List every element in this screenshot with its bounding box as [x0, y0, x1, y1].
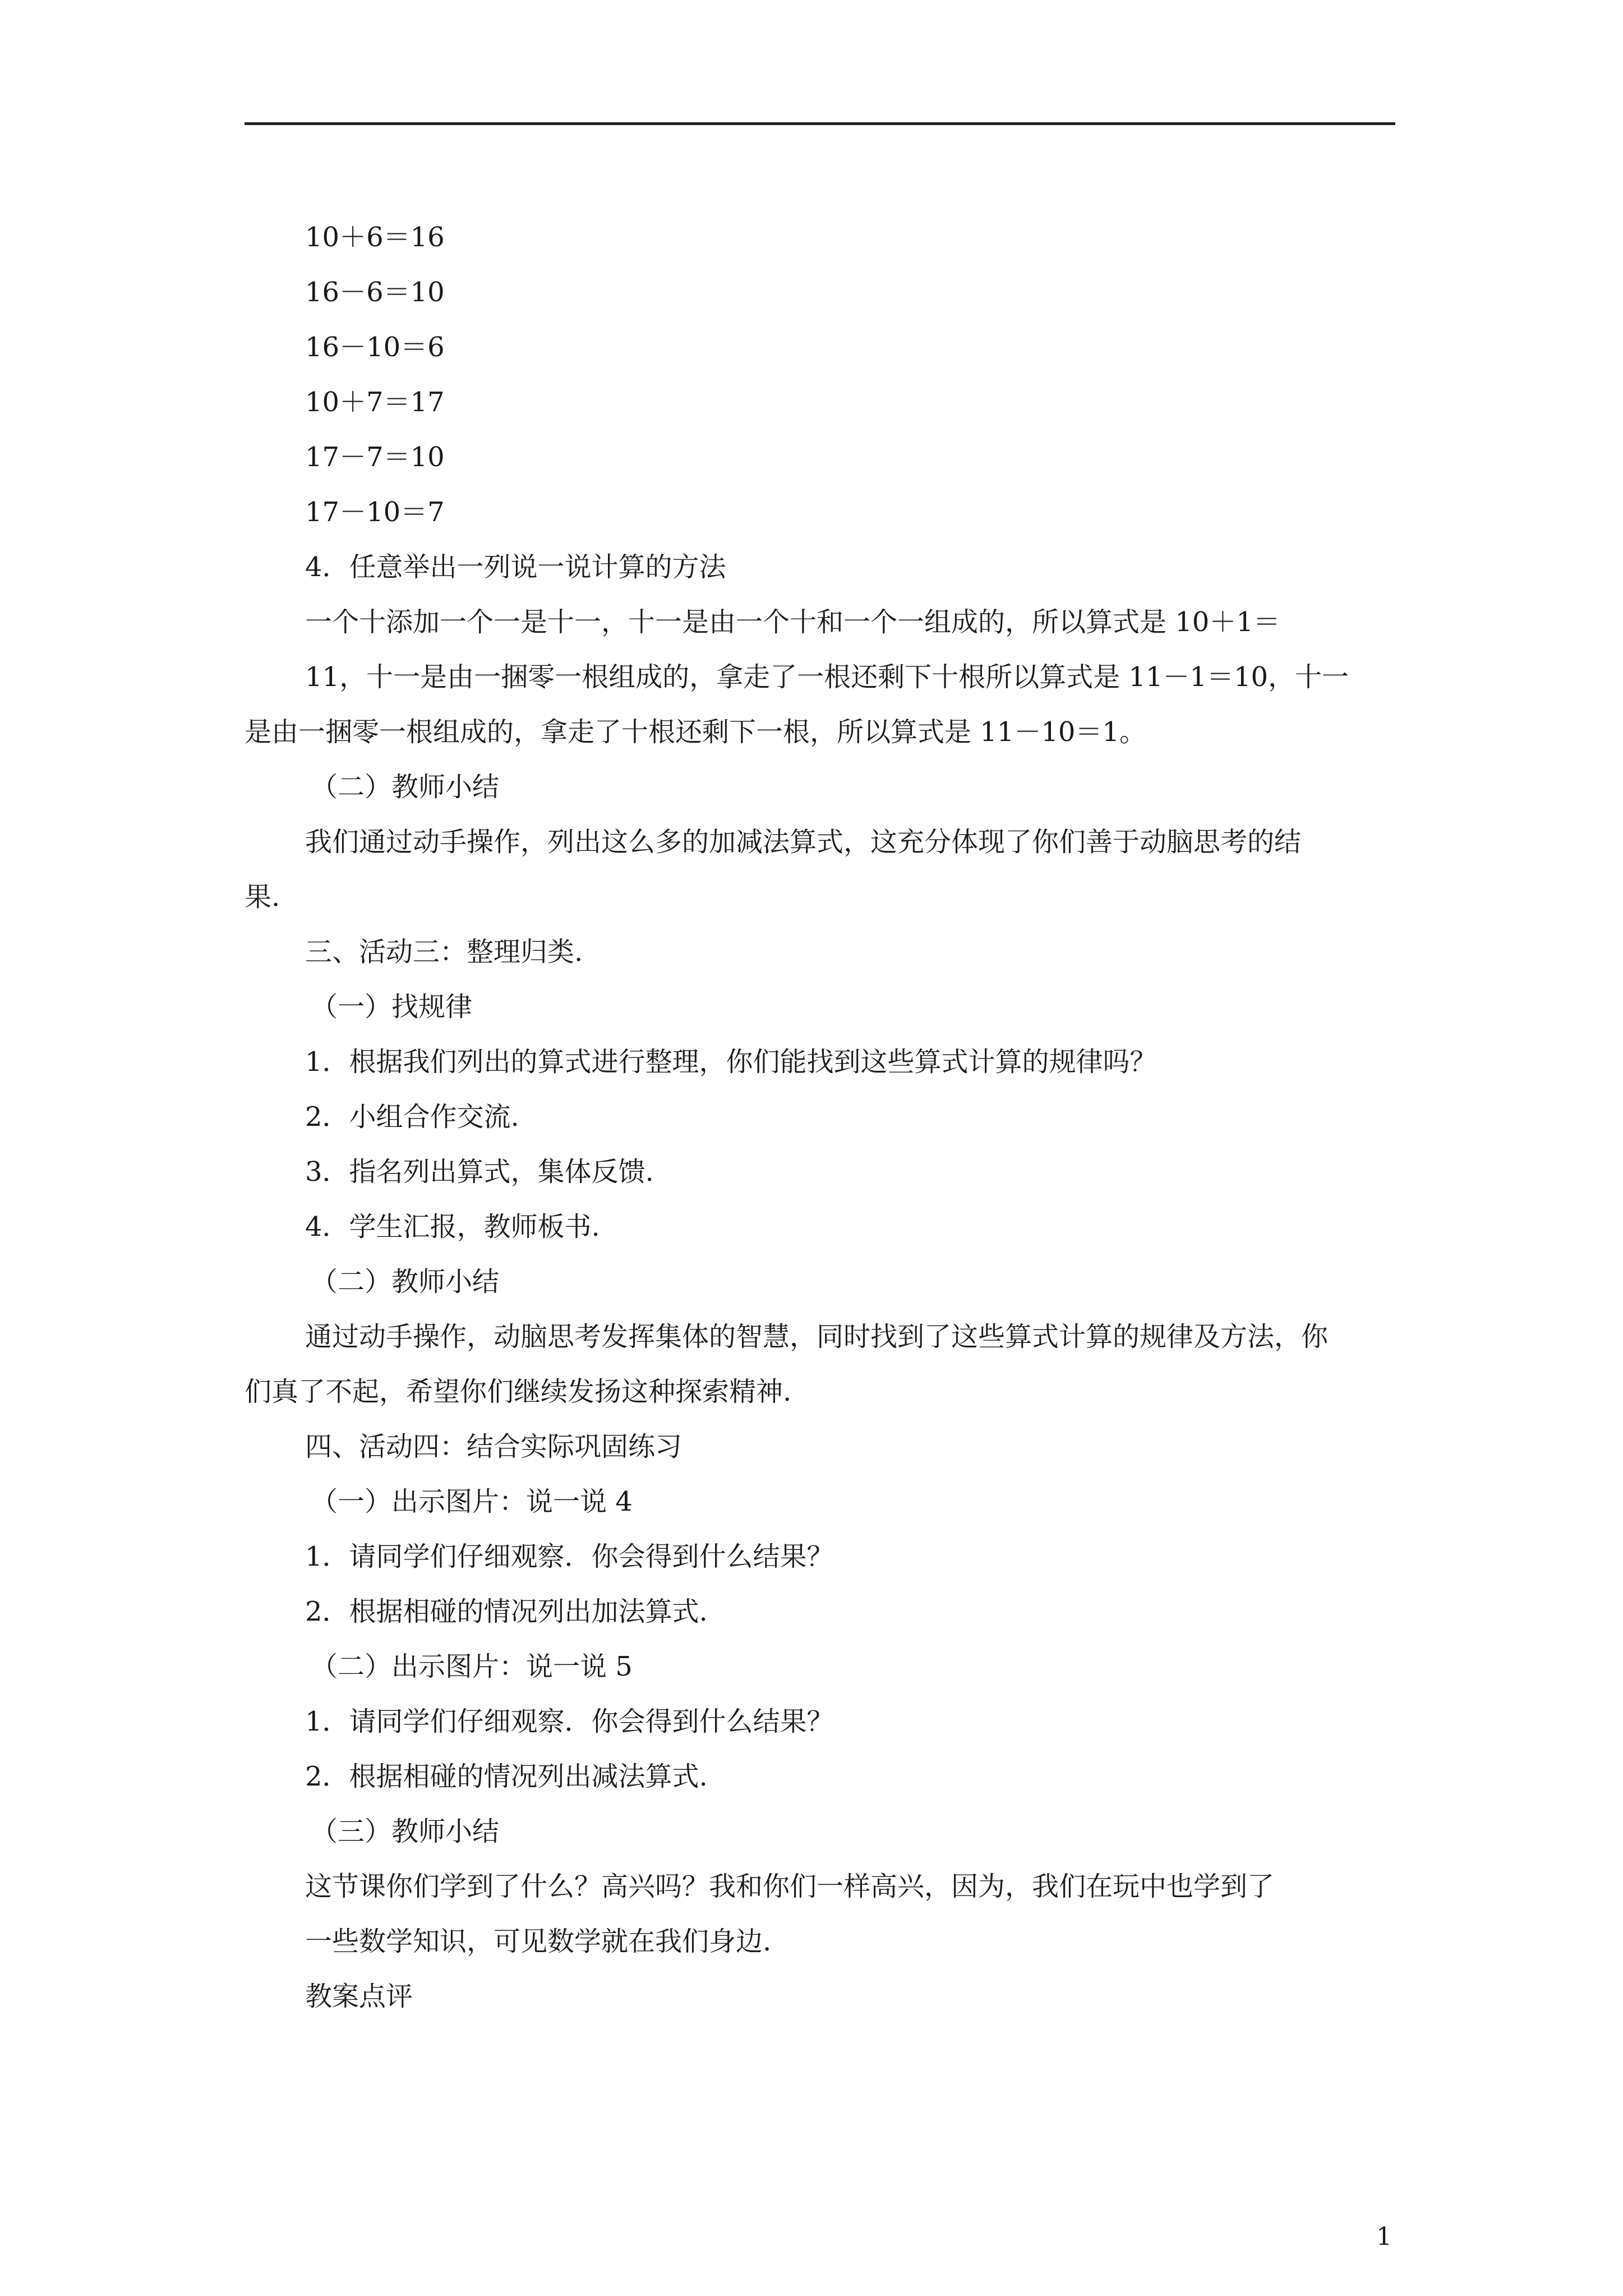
- list-item: 2．小组合作交流.: [305, 1101, 519, 1133]
- paragraph-line: 11，十一是由一捆零一根组成的，拿走了一根还剩下十根所以算式是 11－1＝10，十一: [305, 661, 1349, 693]
- equation-line: 16－10＝6: [305, 332, 445, 363]
- list-item: 2．根据相碰的情况列出减法算式.: [305, 1761, 708, 1792]
- paragraph-line: 果.: [245, 881, 280, 913]
- list-item: 1．根据我们列出的算式进行整理，你们能找到这些算式计算的规律吗？: [305, 1046, 1157, 1078]
- equation-line: 17－7＝10: [305, 441, 445, 473]
- subsection-heading: （三）教师小结: [311, 1816, 500, 1847]
- subsection-heading: （二）教师小结: [311, 1266, 500, 1297]
- list-item: 1．请同学们仔细观察．你会得到什么结果？: [305, 1541, 834, 1572]
- paragraph-line: 一些数学知识，可见数学就在我们身边.: [305, 1926, 772, 1957]
- equation-line: 10＋6＝16: [305, 222, 445, 253]
- paragraph-line: 们真了不起，希望你们继续发扬这种探索精神.: [245, 1376, 792, 1407]
- document-body: [245, 210, 1395, 2024]
- section-heading: 四、活动四：结合实际巩固练习: [305, 1431, 683, 1462]
- paragraph-line: 通过动手操作，动脑思考发挥集体的智慧，同时找到了这些算式计算的规律及方法，你: [305, 1321, 1329, 1352]
- section-heading: 三、活动三：整理归类.: [305, 936, 583, 968]
- list-item: 1．请同学们仔细观察．你会得到什么结果？: [305, 1706, 834, 1737]
- item-heading: 4．任意举出一列说一说计算的方法: [305, 551, 726, 583]
- list-item: 2．根据相碰的情况列出加法算式.: [305, 1596, 708, 1627]
- list-item: 4．学生汇报，教师板书.: [305, 1211, 600, 1243]
- paragraph-line: 一个十添加一个一是十一，十一是由一个十和一个一组成的，所以算式是 10＋1＝: [305, 606, 1280, 638]
- paragraph-line: 这节课你们学到了什么？高兴吗？我和你们一样高兴，因为，我们在玩中也学到了: [305, 1871, 1275, 1902]
- paragraph-line: 我们通过动手操作，列出这么多的加减法算式，这充分体现了你们善于动脑思考的结: [305, 826, 1302, 858]
- subsection-heading: （二）教师小结: [311, 771, 500, 803]
- paragraph-line: 是由一捆零一根组成的，拿走了十根还剩下一根，所以算式是 11－10＝1。: [245, 716, 1146, 748]
- equation-line: 10＋7＝17: [305, 386, 445, 418]
- header-rule: [245, 122, 1395, 125]
- subsection-heading: （一）出示图片：说一说 4: [311, 1486, 633, 1517]
- subsection-heading: （一）找规律: [311, 991, 473, 1023]
- list-item: 3．指名列出算式，集体反馈.: [305, 1156, 654, 1188]
- page-number: 1: [1376, 2223, 1392, 2251]
- equation-line: 17－10＝7: [305, 496, 445, 528]
- section-heading: 教案点评: [305, 1981, 413, 2012]
- equation-line: 16－6＝10: [305, 277, 445, 308]
- subsection-heading: （二）出示图片：说一说 5: [311, 1651, 633, 1682]
